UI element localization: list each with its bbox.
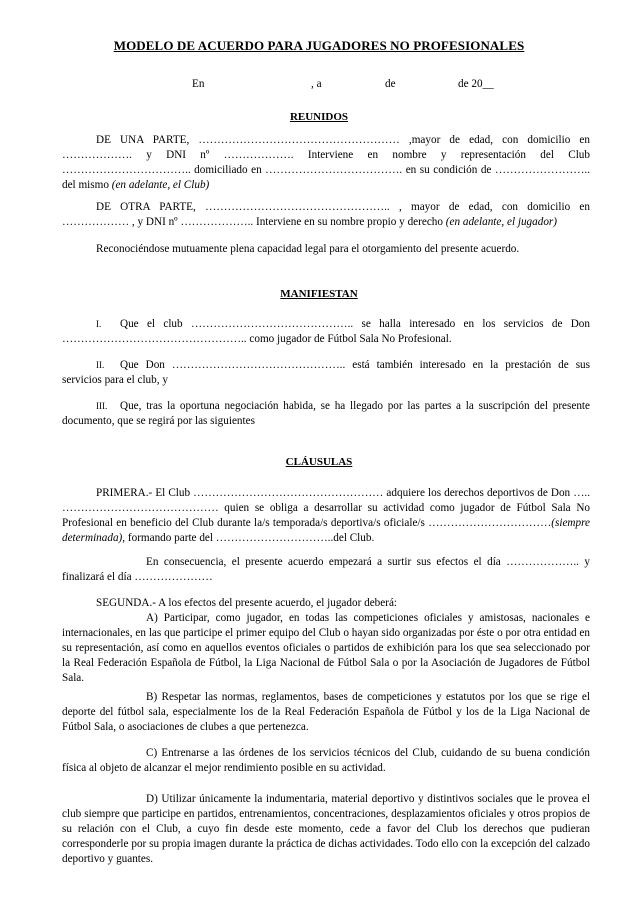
clause-primera xyxy=(62,486,590,546)
date-line-a: , a xyxy=(311,78,322,90)
paragraph-second-party xyxy=(62,200,590,230)
heading-reunidos: REUNIDOS xyxy=(289,111,349,123)
clause-segunda-text: SEGUNDA.- A los efectos del presente acuerdo, el jugador deberá: xyxy=(96,597,398,609)
item-ii-text: Que Don ……………………………………….. está también interesado en la prestación de sus servicios para el club, y xyxy=(62,359,590,386)
manifiestan-item-i xyxy=(62,317,590,347)
consecuencia-text: En consecuencia, el presente acuerdo empezará a surtir sus efectos el día ……………….. y finalizará el día ………………… xyxy=(62,556,590,583)
document-title: MODELO DE ACUERDO PARA JUGADORES NO PROFESIONALES xyxy=(113,38,525,53)
date-line-year: de 20__ xyxy=(458,78,494,90)
heading-manifiestan: MANIFIESTAN xyxy=(280,288,358,300)
capacity-text: Reconociéndose mutuamente plena capacidad legal para el otorgamiento del presente acuerdo. xyxy=(96,243,520,255)
heading-clausulas: CLÁUSULAS xyxy=(285,456,353,468)
first-party-text: DE UNA PARTE, ……………………………………………… ,mayor de edad, con domicilio en ………………. y DNI nº ………………. Interviene en nombre y representación del Club …………………………….. domiciliado en ………………………………. en su condición de …………………….. del mismo xyxy=(62,134,590,191)
date-line-en: En xyxy=(192,78,205,90)
second-party-alias: (en adelante, el jugador) xyxy=(445,216,558,228)
item-iii-text: Que, tras la oportuna negociación habida, se ha llegado por las partes a la suscripción del presente documento, que se regirá por las siguientes xyxy=(62,400,590,427)
clause-primera-text: PRIMERA.- El Club …………………………………………… adquiere los derechos deportivos de Don ….. …………………………………… quien se obliga a desarrollar su actividad como jugador de Fútbol Sala No Profesional en beneficio del Club durante la/s temporada/s deportiva/s oficiale/s …………………………… xyxy=(62,487,590,529)
clause-segunda-d xyxy=(62,792,590,867)
item-iii-number: III. xyxy=(96,401,108,411)
item-i-text: Que el club …………………………………….. se halla interesado en los servicios de Don ………………………………………….. como jugador de Fútbol Sala No Profesional. xyxy=(62,318,590,345)
clause-primera-end: , formando parte del …………………………..del Club. xyxy=(122,532,375,544)
first-party-alias: (en adelante, el Club) xyxy=(111,179,210,191)
paragraph-capacity xyxy=(62,242,590,257)
clause-segunda-a xyxy=(62,611,590,686)
clause-segunda xyxy=(62,596,590,611)
paragraph-consecuencia xyxy=(62,555,590,585)
paragraph-first-party xyxy=(62,133,590,193)
date-line-de: de xyxy=(385,78,396,90)
clause-a-text: A) Participar, como jugador, en todas las competiciones oficiales y amistosas, nacionales e internacionales, en las que participe el primer equipo del Club o hayan sido organizadas por éste o por otra entidad en su representación, así como en aquellos eventos oficiales o partidos de exhibición para los que sea seleccionado por la Real Federación Española de Fútbol, la Liga Nacional de Fútbol Sala o por la Asociación de Jugadores de Fútbol Sala. xyxy=(62,612,590,684)
second-party-text: DE OTRA PARTE, ………………………………………….. , mayor de edad, con domicilio en ……………… , y DNI nº ……………….. Interviene en su nombre propio y derecho xyxy=(62,201,590,228)
manifiestan-item-iii xyxy=(62,399,590,429)
clause-b-text: B) Respetar las normas, reglamentos, bases de competiciones y estatutos por los que se rige el deporte del fútbol sala, especialmente los de la Real Federación Española de Fútbol y los de la Liga Nacional de Fútbol Sala, o asociaciones de clubes a que pertenezca. xyxy=(62,691,590,733)
clause-d-text: D) Utilizar únicamente la indumentaria, material deportivo y distintivos sociales que le provea el club siempre que participe en partidos, entrenamientos, concentraciones, desplazamientos oficiales y otros propios de su relación con el Club, a cuyo fin desde este momento, cede a favor del Club los derechos que pudieran corresponderle por su propia imagen durante la práctica de dichas actividades. Todo ello con la excepción del calzado deportivo y guantes. xyxy=(62,793,590,865)
item-ii-number: II. xyxy=(96,360,105,370)
date-line xyxy=(0,77,638,93)
clause-c-text: C) Entrenarse a las órdenes de los servicios técnicos del Club, cuidando de su buena condición física al objeto de alcanzar el mejor rendimiento posible en su actividad. xyxy=(62,747,590,774)
clause-primera-note: (siempre determinada) xyxy=(62,517,590,544)
manifiestan-item-ii xyxy=(62,358,590,388)
clause-segunda-b xyxy=(62,690,590,735)
item-i-number: I. xyxy=(96,319,102,329)
clause-segunda-c xyxy=(62,746,590,776)
